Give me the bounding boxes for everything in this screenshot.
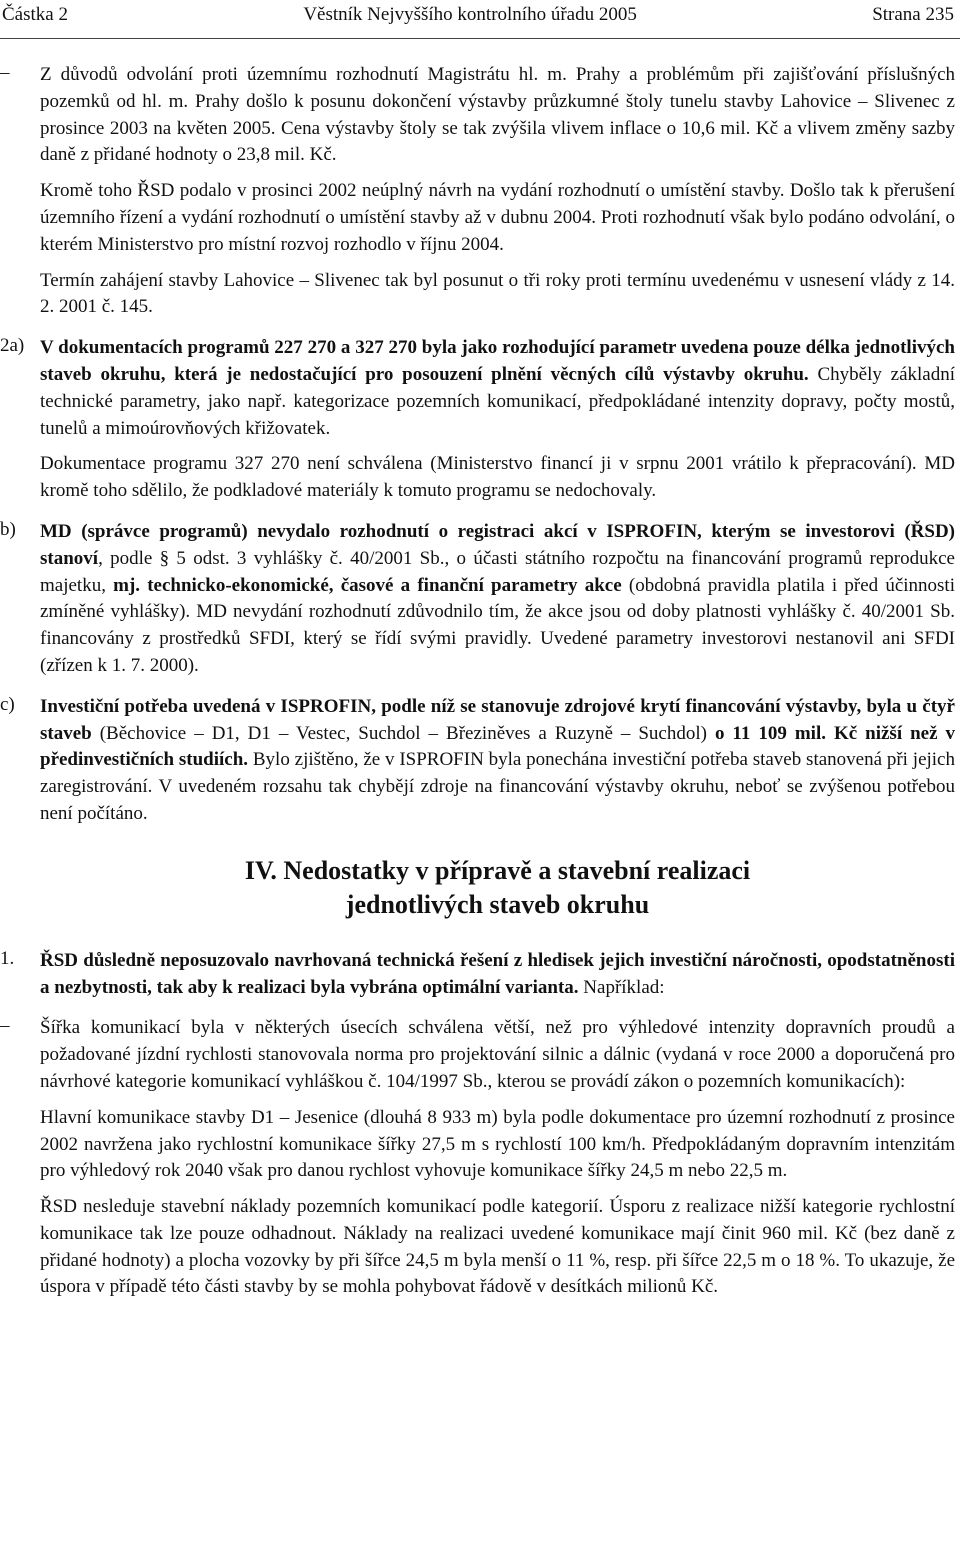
item-2a-paragraph: Dokumentace programu 327 270 není schválena (Ministerstvo financí ji v srpnu 2001 vrátilo k přepracování). MD kromě toho sdělilo, že podkladové materiály k tomuto programu se nedochovaly. — [40, 453, 955, 502]
paragraph-2: Termín zahájení stavby Lahovice – Slivenec tak byl posunut o tři roky proti termínu uvedenému v usnesení vlády z 14. 2. 2001 č. 145. — [40, 269, 955, 318]
item-b-marker: b) — [0, 518, 16, 540]
header-issue: Částka 2 — [2, 4, 68, 25]
dash-marker: – — [0, 62, 10, 83]
item-b-text — [40, 519, 955, 680]
item-b-bold-1: MD (správce programů) nevydalo rozhodnutí o registraci akcí v ISPROFIN, kterým se investorovi (ŘSD) stanoví — [40, 520, 955, 569]
item-1-bold: ŘSD důsledně neposuzovalo navrhovaná technická řešení z hledisek jejich investiční náročnosti, opodstatněnosti a nezbytnosti, tak aby k realizaci byla vybrána optimální varianta. — [40, 949, 955, 998]
item-b — [0, 519, 955, 680]
section-heading — [0, 854, 955, 922]
header-journal-title: Věstník Nejvyššího kontrolního úřadu 2005 — [303, 4, 637, 25]
item-c-bold-2: o 11 109 mil. Kč nižší než v předinvestičních studiích. — [40, 722, 955, 771]
item-1 — [0, 948, 955, 1002]
dash-item-2-paragraph-2: ŘSD nesleduje stavební náklady pozemních komunikací podle kategorií. Úsporu z realizace nižší kategorie rychlostní komunikace tak lze pouze odhadnout. Náklady na realizaci uvedené komunikace mají činit 960 mil. Kč (bez daně z přidané hodnoty) a plocha vozovky by při šířce 24,5 m byla menší o 11 %, resp. při šířce 22,5 m o 18 %. To ukazuje, že úspora v případě této části stavby by se mohla pohybovat řádově v desítkách milionů Kč. — [40, 1196, 955, 1298]
header-page-number: Strana 235 — [872, 4, 954, 25]
dash-item-1-text: Z důvodů odvolání proti územnímu rozhodnutí Magistrátu hl. m. Prahy a problémům při zajišťování příslušných pozemků od hl. m. Prahy došlo k posunu dokončení výstavby průzkumné štoly tunelu stavby Lahovice – Slivenec z prosince 2003 na květen 2005. Cena výstavby štoly se tak zvýšila vlivem inflace o 10,6 mil. Kč a vlivem změny sazby daně z přidané hodnoty o 23,8 mil. Kč. — [40, 64, 955, 166]
item-2a-rest: Chyběly základní technické parametry, jako např. kategorizace pozemních komunikací, předpokládané intenzity dopravy, počty mostů, tunelů a mimoúrovňových křižovatek. — [40, 363, 955, 439]
page-content — [0, 62, 955, 1301]
dash-marker: – — [0, 1015, 10, 1037]
item-2a — [0, 335, 955, 505]
item-1-marker: 1. — [0, 947, 15, 969]
header-rule — [0, 38, 960, 39]
item-b-text-2: , o účasti státního rozpočtu na financování programů reprodukce majetku, — [40, 547, 955, 596]
item-c-text — [40, 694, 955, 828]
paragraph-1: Kromě toho ŘSD podalo v prosinci 2002 neúplný návrh na vydání rozhodnutí o umístění stavby. Došlo tak k přerušení územního řízení a vydání rozhodnutí o umístění stavby až v dubnu 2004. Proti rozhodnutí však bylo podáno odvolání, o kterém Ministerstvo pro místní rozvoj rozhodlo v říjnu 2004. — [40, 180, 955, 255]
item-2a-text — [40, 335, 955, 442]
dash-item-2-text: Šířka komunikací byla v některých úsecích schválena větší, než pro výhledové intenzity dopravních proudů a požadované jízdní rychlosti stanovovala norma pro projektování silnic a dálnic (vydaná v roce 2000 a doporučená pro návrhové kategorie komunikací vyhláškou č. 104/1997 Sb., kterou se provádí zákon o pozemních komunikacích): — [40, 1017, 955, 1092]
item-b-bold-2: mj. technicko-ekonomické, časové a finanční parametry akce — [113, 574, 622, 596]
item-c-text-1: (Běchovice – D1, D1 – Vestec, Suchdol – Březiněves a Ruzyně – Suchdol) — [91, 722, 715, 744]
item-c — [0, 694, 955, 828]
item-b-text-1: , podle § 5 odst. 3 vyhlášky č. 40/2001 Sb. — [98, 547, 445, 569]
item-1-rest: Například: — [578, 976, 665, 998]
dash-item-2 — [0, 1015, 955, 1301]
item-b-text-3: (obdobná pravidla platila i před účinnosti zmíněné vyhlášky). MD nevydání rozhodnutí zdůvodnilo tím, že akce jsou od doby platnosti vyhlášky č. 40/2001 Sb. financovány z prostředků SFDI, který se řídí svými pravidly. Uvedené parametry investorovi nestanovil ani SFDI (zřízen k 1. 7. 2000). — [40, 574, 955, 676]
item-1-text — [40, 948, 955, 1002]
page-header — [2, 4, 954, 34]
item-c-bold-1: Investiční potřeba uvedená v ISPROFIN, podle níž se stanovuje zdrojové krytí financování výstavby, byla u čtyř staveb — [40, 695, 955, 744]
item-2a-bold: V dokumentacích programů 227 270 a 327 270 byla jako rozhodující parametr uvedena pouze délka jednotlivých staveb okruhu, která je nedostačující pro posouzení plnění věcných cílů výstavby okruhu. — [40, 337, 955, 385]
dash-item-2-paragraph-1: Hlavní komunikace stavby D1 – Jesenice (dlouhá 8 933 m) byla podle dokumentace pro územní rozhodnutí z prosince 2002 navržena jako rychlostní komunikace šířky 27,5 m s rychlostí 100 km/h. Předpokládaným dopravním intenzitám pro výhledový rok 2040 však pro danou rychlost vyhovuje komunikace šířky 24,5 m nebo 22,5 m. — [40, 1106, 955, 1182]
dash-item-1 — [0, 62, 955, 169]
item-c-text-2: Bylo zjištěno, že v ISPROFIN byla ponechána investiční potřeba staveb stanovená při jejich zaregistrování. V uvedeném rozsahu tak chybějí zdroje na financování výstavby okruhu, neboť se zvýšenou potřebou není počítáno. — [40, 749, 955, 824]
item-2a-marker: 2a) — [0, 335, 25, 357]
item-c-marker: c) — [0, 693, 15, 715]
section-heading-line-1: IV. Nedostatky v přípravě a stavební realizaci — [244, 855, 751, 885]
section-heading-line-2: jednotlivých staveb okruhu — [345, 889, 650, 919]
